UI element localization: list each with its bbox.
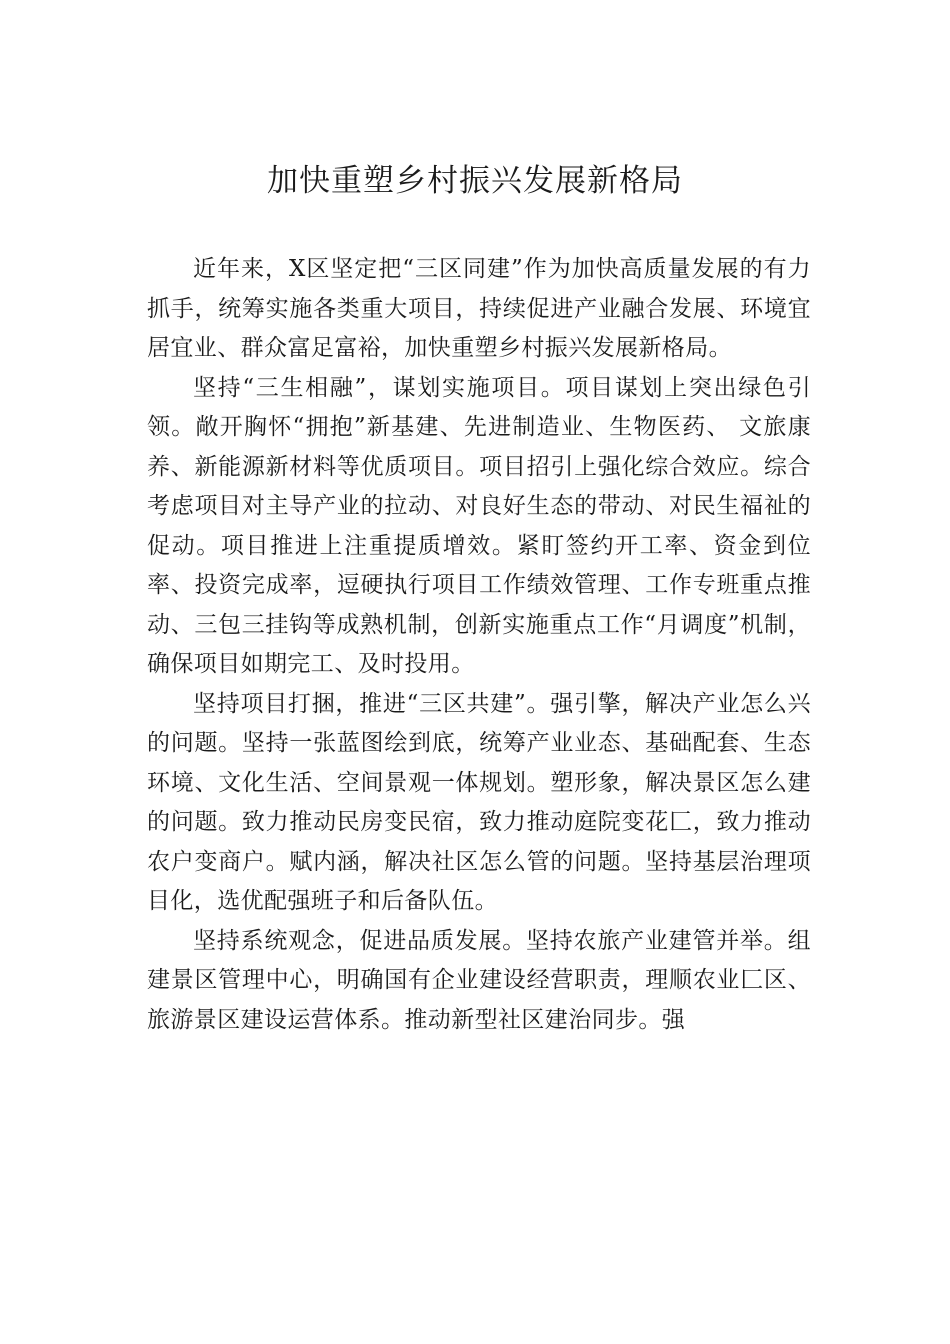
document-body bbox=[147, 250, 811, 1040]
document-title: 加快重塑乡村振兴发展新格局 bbox=[267, 163, 683, 199]
paragraph-system-view: 坚持系统观念，促进品质发展。坚持农旅产业建管并举。组建景区管理中心，明确国有企业建设经营职责，理顺农业⼕区、旅游景区建设运营体系。推动新型社区建治同步。强 bbox=[147, 927, 811, 1033]
paragraph-three-zones: 坚持项目打捆，推进“三区共建”。强引擎，解决产业怎么兴的问题。坚持一张蓝图绘到底，统筹产业业态、基础配套、生态环境、文化生活、空间景观一体规划。塑形象，解决景区怎么建的问题。致力推动民房变民宿，致力推动庭院变花⼕，致力推动农户变商户。赋内涵，解决社区怎么管的问题。坚持基层治理项目化，选优配强班子和后备队伍。 bbox=[147, 690, 811, 914]
paragraph-project-planning: 坚持“三生相融”，谋划实施项目。项目谋划上突出绿色引领。敞开胸怀“拥抱”新基建、先进制造业、生物医药、 文旅康养、新能源新材料等优质项目。项目招引上强化综合效应。综合考虑项目对主导产业的拉动、对良好生态的带动、对民生福祉的促动。项目推进上注重提质增效。紧盯签约开工率、资金到位率、投资完成率，逗硬执行项目工作绩效管理、工作专班重点推动、三包三挂钩等成熟机制，创新实施重点工作“月调度”机制，确保项目如期完工、及时投用。 bbox=[147, 374, 811, 677]
paragraph-intro: 近年来，X区坚定把“三区同建”作为加快高质量发展的有力抓手，统筹实施各类重大项目，持续促进产业融合发展、环境宜居宜业、群众富足富裕，加快重塑乡村振兴发展新格局。 bbox=[147, 256, 811, 361]
